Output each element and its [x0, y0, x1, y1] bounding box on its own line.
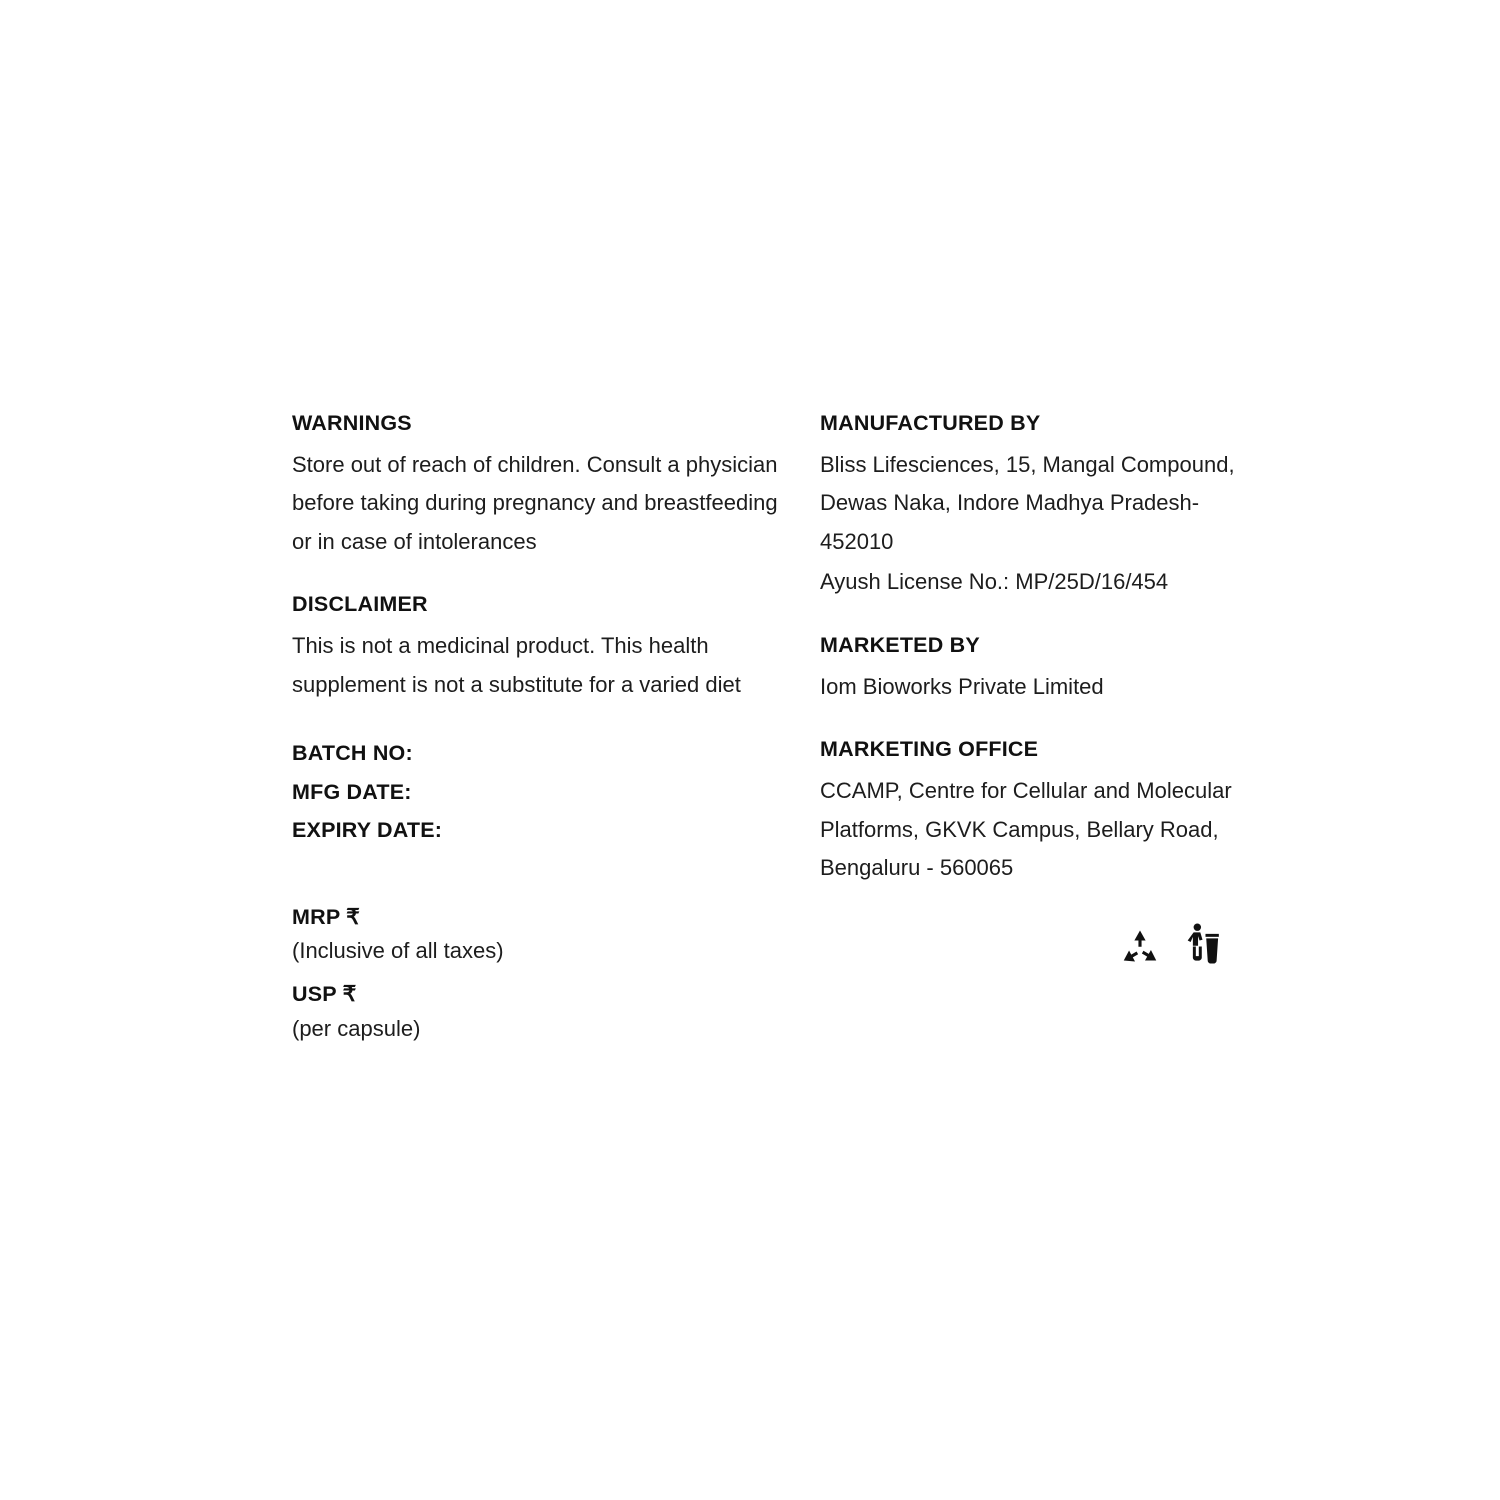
dispose-in-bin-icon: [1186, 922, 1222, 968]
batch-fields-list: [292, 734, 782, 849]
batch-fields-block: [292, 734, 782, 849]
marketed-by-company: Iom Bioworks Private Limited: [820, 673, 1104, 699]
label-right-column: [820, 410, 1250, 968]
manufactured-by-heading: MANUFACTURED BY: [820, 411, 1041, 435]
marketed-by-block: [820, 632, 1250, 706]
manufactured-by-address: Bliss Lifesciences, 15, Mangal Compound, Dewas Naka, Indore Madhya Pradesh- 452010: [820, 451, 1235, 554]
disclaimer-heading: DISCLAIMER: [292, 592, 428, 617]
marketing-office-block: [820, 736, 1250, 887]
marketing-office-address: CCAMP, Centre for Cellular and Molecular Platforms, GKVK Campus, Bellary Road, Bengaluru - 560065: [820, 778, 1232, 881]
usp-note: (per capsule): [292, 1015, 421, 1041]
mrp-label: MRP ₹: [292, 905, 361, 930]
warnings-heading: WARNINGS: [292, 411, 412, 435]
field-expiry-date: EXPIRY DATE:: [292, 817, 443, 842]
mrp-note: (Inclusive of all taxes): [292, 938, 504, 964]
disclaimer-block: [292, 591, 782, 704]
recycle-icon: [1120, 928, 1160, 968]
field-batch-no: BATCH NO:: [292, 741, 413, 766]
label-columns: [292, 410, 1252, 1056]
field-mfg-date: MFG DATE:: [292, 779, 412, 804]
manufactured-by-block: [820, 410, 1250, 602]
marketing-office-heading: MARKETING OFFICE: [820, 737, 1039, 762]
marketed-by-heading: MARKETED BY: [820, 632, 980, 657]
pricing-block: [292, 901, 782, 1046]
disclaimer-text: This is not a medicinal product. This health supplement is not a substitute for a varied diet: [292, 633, 741, 697]
usp-label: USP ₹: [292, 982, 357, 1007]
ayush-license-number: Ayush License No.: MP/25D/16/454: [820, 569, 1169, 595]
warnings-block: [292, 410, 782, 561]
eco-icons-row: [820, 922, 1250, 968]
label-left-column: [292, 410, 782, 1056]
warnings-text: Store out of reach of children. Consult a physician before taking during pregnancy and breastfeeding or in case of intolerances: [292, 451, 778, 554]
